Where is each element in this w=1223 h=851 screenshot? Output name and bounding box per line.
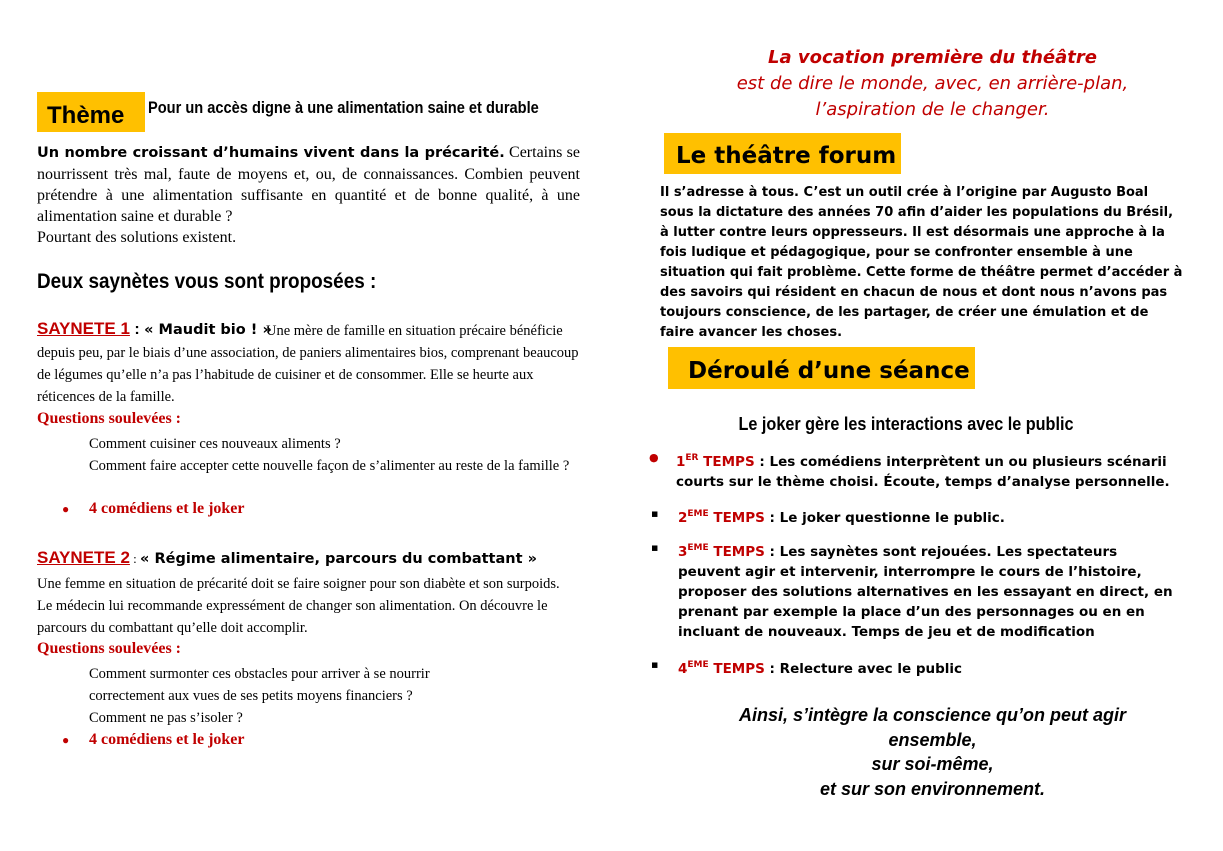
- step-3-text: Les saynètes sont rejouées. Les spectateurs peuvent agir et intervenir, interrompre le cours de l’histoire, proposer des solutions alternatives en les essayant en direct, en prenant par exemple la place d’un des personnages ou en en incluant de nouveaux. Temps de jeu et de modification: [678, 544, 1173, 640]
- step-bullet: ▪: [651, 658, 659, 671]
- step-4-text: Relecture avec le public: [779, 661, 963, 677]
- closing-line-4: et sur son environnement.: [819, 778, 1046, 799]
- saynete1-label: SAYNETE 1: [37, 319, 130, 338]
- saynete1-bullet-text: 4 comédiens et le joker: [89, 500, 245, 517]
- bullet-dot: ●: [62, 502, 70, 516]
- saynete2-label: SAYNETE 2: [37, 548, 130, 567]
- saynete2-bullet: [62, 731, 245, 749]
- bullet-dot: ●: [62, 733, 70, 747]
- quote-line-2: est de dire le monde, avec, en arrière-plan,: [736, 73, 1129, 94]
- step-2-number: 2EME TEMPS: [678, 509, 765, 526]
- vocation-quote: [650, 45, 1215, 123]
- step-3-number: 3EME TEMPS: [678, 543, 765, 560]
- quote-line-3: l’aspiration de le changer.: [815, 99, 1050, 120]
- joker-heading: Le joker gère les interactions avec le public: [738, 414, 1074, 434]
- saynete2-questions-label: Questions soulevées :: [37, 640, 181, 657]
- forum-paragraph: Il s’adresse à tous. C’est un outil crée à l’origine par Augusto Boal sous la dictature des années 70 afin d’aider les populations du Brésil, à lutter contre leurs oppresseurs. Il est désormais une approche à la fois ludique et pédagogique, pour se confronter ensemble à une situation qui fait problème. Cette forme de théâtre permet d’accéder à des savoirs qui résident en chacun de nous et dont nous n’avons pas toujours conscience, de les partager, de créer une émulation et de faire avancer les choses.: [660, 185, 1183, 340]
- step-1-number: 1ER TEMPS: [676, 453, 755, 470]
- seance-label: Déroulé d’une séance: [668, 347, 975, 389]
- closing-line-2: ensemble,: [888, 729, 977, 750]
- step-4-sep: :: [764, 661, 780, 677]
- saynete2-name: « Régime alimentaire, parcours du combattant »: [140, 551, 537, 567]
- step-2: [651, 504, 1178, 528]
- step-1-text: Les comédiens interprètent un ou plusieurs scénarii courts sur le thème choisi. Écoute, temps d’analyse personnelle.: [676, 454, 1170, 490]
- step-2-text: Le joker questionne le public.: [779, 510, 1005, 526]
- step-4-number: 4EME TEMPS: [678, 660, 765, 677]
- step-1: [649, 448, 1176, 492]
- closing-line-3: sur soi-même,: [871, 754, 994, 774]
- intro-paragraph: [37, 142, 580, 248]
- saynete1-question-1: Comment cuisiner ces nouveaux aliments ?: [89, 436, 341, 452]
- saynete2-question-1b: correctement aux vues de ses petits moyens financiers ?: [89, 688, 413, 704]
- step-3-sep: :: [764, 544, 780, 560]
- step-bullet: ●: [649, 451, 659, 464]
- theme-label: Thème: [37, 92, 145, 132]
- intro-last: Pourtant des solutions existent.: [37, 229, 237, 246]
- saynete2-bullet-text: 4 comédiens et le joker: [89, 731, 245, 748]
- step-4: [651, 655, 1178, 679]
- saynete2-question-1a: Comment surmonter ces obstacles pour arriver à se nourrir: [89, 666, 430, 682]
- saynetes-heading: Deux saynètes vous sont proposées :: [37, 270, 377, 293]
- closing-line-1: Ainsi, s’intègre la conscience qu’on peut agir: [738, 705, 1127, 725]
- step-1-sep: :: [754, 454, 770, 470]
- closing-quote: [650, 703, 1215, 801]
- step-2-sep: :: [764, 510, 780, 526]
- forum-label: Le théâtre forum: [664, 133, 901, 174]
- saynete1-question-2: Comment faire accepter cette nouvelle façon de s’alimenter au reste de la famille ?: [89, 458, 570, 474]
- theme-subtitle: Pour un accès digne à une alimentation saine et durable: [148, 98, 539, 117]
- saynete1-name: « Maudit bio ! »: [144, 322, 272, 338]
- saynete1-description: Une mère de famille en situation précaire bénéficie depuis peu, par le biais d’une association, de paniers alimentaires bios, comprenant beaucoup de légumes qu’elle n’a pas l’habitude de cuisiner et de consommer. Elle se heurte aux réticences de la famille.: [37, 323, 579, 405]
- saynete2-title: [37, 548, 537, 569]
- saynete2-description: Une femme en situation de précarité doit se faire soigner pour son diabète et son surpoids. Le médecin lui recommande expressément de changer son alimentation. On découvre le parcours du combattant qu’elle doit accomplir.: [37, 576, 560, 636]
- quote-line-1: La vocation première du théâtre: [768, 47, 1097, 68]
- saynete1-bullet: [62, 500, 245, 518]
- step-3: [651, 538, 1183, 642]
- saynete2-question-2: Comment ne pas s’isoler ?: [89, 710, 243, 726]
- intro-bold: Un nombre croissant d’humains vivent dans la précarité.: [37, 145, 505, 161]
- saynete2-sep: :: [129, 551, 141, 566]
- saynete1-questions-label: Questions soulevées :: [37, 410, 181, 427]
- step-bullet: ▪: [651, 541, 659, 554]
- step-bullet: ▪: [651, 507, 659, 520]
- saynete1-sep: :: [129, 321, 145, 338]
- intro-rest: Certains se nourrissent très mal, faute de moyens et, ou, de connaissances. Combien peuvent prétendre à une alimentation suffisante en quantité et de bonne qualité, à une alimentation saine et durable ?: [37, 144, 580, 225]
